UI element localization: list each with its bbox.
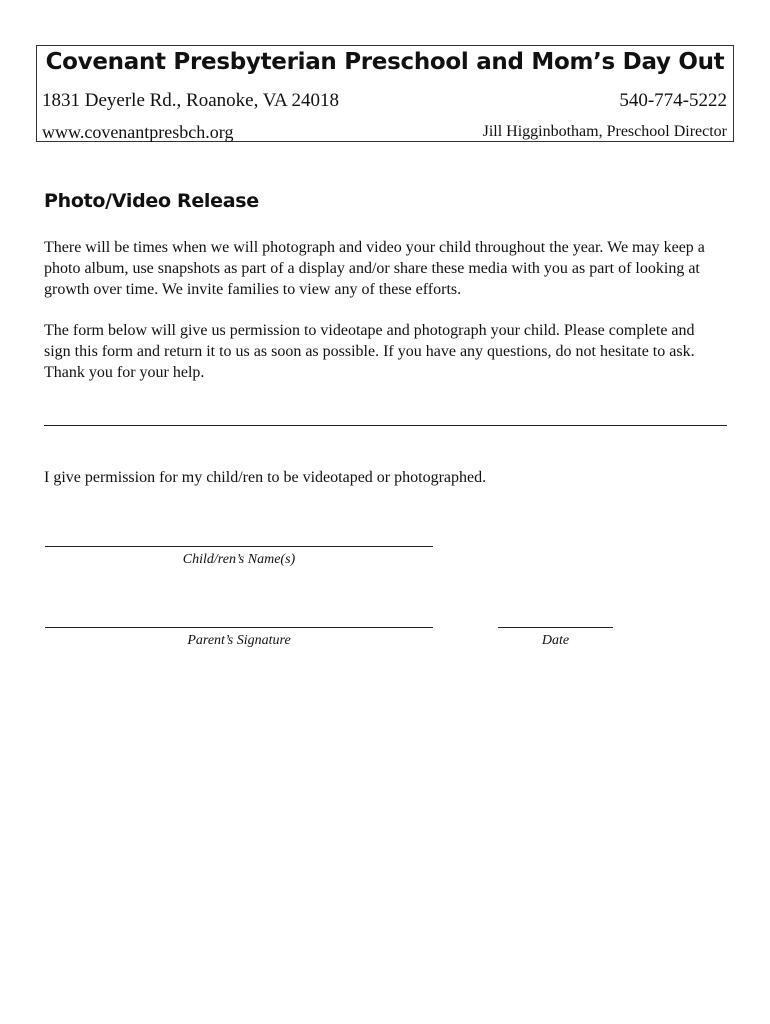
permission-statement: I give permission for my child/ren to be videotaped or photographed. — [44, 469, 487, 486]
organization-name: Covenant Presbyterian Preschool and Mom’s Day Out — [45, 49, 725, 75]
date-line[interactable] — [498, 627, 613, 628]
release-paragraph-1: There will be times when we will photograph and video your child throughout the year. We may keep a photo album, use snapshots as part of a display and/or share these media with you as part of looking at growth over time. We invite families to view any of these efforts. — [44, 239, 705, 298]
letterhead-box — [36, 45, 734, 142]
release-paragraph-2: The form below will give us permission to videotape and photograph your child. Please complete and sign this form and return it to us as soon as possible. If you have any questions, do not hesitate to ask. Thank you for your help. — [44, 322, 695, 381]
child-name-line[interactable] — [45, 546, 433, 547]
director-name: Jill Higginbotham, Preschool Director — [482, 123, 727, 140]
organization-phone: 540-774-5222 — [619, 90, 727, 111]
child-name-label: Child/ren’s Name(s) — [182, 552, 296, 567]
parent-signature-line[interactable] — [45, 627, 433, 628]
release-title: Photo/Video Release — [44, 190, 259, 212]
organization-website: www.covenantpresbch.org — [42, 122, 234, 142]
organization-address: 1831 Deyerle Rd., Roanoke, VA 24018 — [42, 90, 339, 111]
date-label: Date — [541, 633, 570, 648]
parent-signature-label: Parent’s Signature — [187, 633, 291, 648]
section-divider — [44, 425, 727, 426]
